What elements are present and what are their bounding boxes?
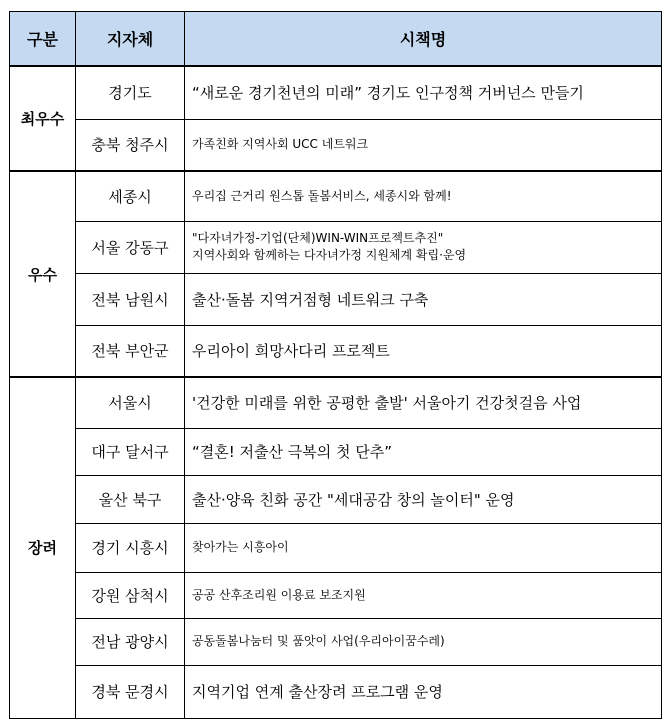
policy-cell [185,618,662,665]
region-cell: 경기도 [76,66,185,119]
table-row [10,618,662,665]
region-cell: 강원 삼척시 [76,572,185,618]
policy-text: 지역사회와 함께하는 다자녀가정 지원체계 확립·운영 [192,248,467,262]
region-cell: 전남 광양시 [76,618,185,665]
region-cell: 경북 문경시 [76,665,185,718]
region-cell: 서울 강동구 [76,221,185,273]
awards-table [9,11,662,719]
policy-text: 출산·양육 친화 공간 "세대공감 창의 놀이터" 운영 [192,490,515,509]
region-cell: 전북 부안군 [76,325,185,377]
table-row [10,475,662,523]
policy-text: 출산·돌봄 지역거점형 네트워크 구축 [192,290,429,309]
region-cell: 충북 청주시 [76,119,185,171]
policy-text: 지역기업 연계 출산장려 프로그램 운영 [192,683,443,701]
table-row [10,665,662,718]
table-row [10,119,662,171]
table-row [10,325,662,377]
table-row [10,273,662,325]
policy-cell [185,377,662,428]
policy-text: '건강한 미래를 위한 공평한 출발' 서울아기 건강첫걸음 사업 [192,394,582,413]
policy-text: 우리집 근거리 원스톱 돌봄서비스, 세종시와 함께! [192,188,452,203]
policy-cell [185,475,662,523]
table-row [10,171,662,221]
table-row [10,377,662,428]
policy-text: 공동돌봄나눔터 및 품앗이 사업(우리아이꿈수레) [192,634,445,648]
policy-text: “결혼! 저출산 극복의 첫 단추” [192,443,393,461]
category-cell: 장려 [10,377,76,718]
policy-cell [185,325,662,377]
policy-cell [185,171,662,221]
header-region: 지자체 [76,12,185,67]
header-row [10,12,662,67]
policy-cell [185,572,662,618]
policy-text: “새로운 경기천년의 미래” 경기도 인구정책 거버넌스 만들기 [192,84,584,103]
header-category: 구분 [10,12,76,67]
table-row [10,428,662,475]
policy-text: 공공 산후조리원 이용료 보조지원 [192,587,366,602]
table-row [10,66,662,119]
category-cell: 최우수 [10,66,76,171]
region-cell: 전북 남원시 [76,273,185,325]
region-cell: 세종시 [76,171,185,221]
policy-text: 찾아가는 시흥아이 [192,540,289,554]
table-row [10,221,662,273]
region-cell: 서울시 [76,377,185,428]
policy-cell [185,221,662,273]
policy-text: "다자녀가정-기업(단체)WIN-WIN프로젝트추진" [192,231,444,245]
table-row [10,523,662,572]
region-cell: 울산 북구 [76,475,185,523]
policy-text: 우리아이 희망사다리 프로젝트 [192,342,390,361]
region-cell: 경기 시흥시 [76,523,185,572]
table-row [10,572,662,618]
policy-cell [185,428,662,475]
region-cell: 대구 달서구 [76,428,185,475]
policy-cell [185,273,662,325]
policy-cell [185,66,662,119]
policy-text: 가족친화 지역사회 UCC 네트워크 [192,137,369,152]
policy-cell [185,665,662,718]
policy-cell [185,523,662,572]
category-cell: 우수 [10,171,76,377]
policy-cell [185,119,662,171]
header-policy: 시책명 [185,12,662,67]
